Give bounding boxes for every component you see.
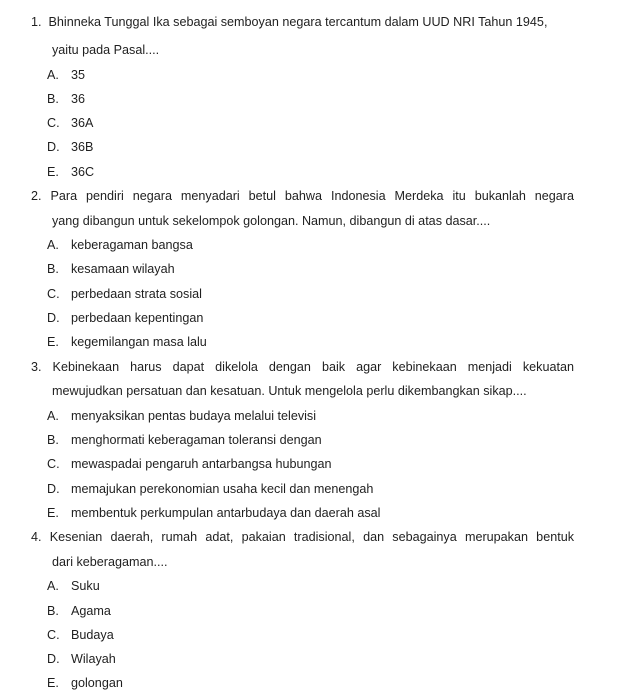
option-text: 36A — [71, 116, 94, 130]
option-text: golongan — [71, 676, 123, 690]
question-number: 3. — [31, 360, 42, 374]
option-letter: A. — [47, 409, 59, 423]
option-letter: D. — [47, 652, 60, 666]
option-text: Agama — [71, 604, 111, 618]
option-c[interactable] — [47, 627, 114, 643]
option-text: kegemilangan masa lalu — [71, 335, 207, 349]
option-a[interactable] — [47, 67, 85, 83]
question-text-continued: dari keberagaman.... — [52, 555, 168, 569]
question-text-continued: yang dibangun untuk sekelompok golongan. Namun, dibangun di atas dasar.... — [52, 214, 491, 228]
option-text: kesamaan wilayah — [71, 262, 175, 276]
option-text: memajukan perekonomian usaha kecil dan menengah — [71, 482, 374, 496]
option-d[interactable] — [47, 481, 373, 497]
option-letter: E. — [47, 506, 59, 520]
option-text: menyaksikan pentas budaya melalui televisi — [71, 409, 317, 423]
option-b[interactable] — [47, 432, 322, 448]
option-d[interactable] — [47, 139, 93, 155]
option-text: mewaspadai pengaruh antarbangsa hubungan — [71, 457, 332, 471]
option-text: Budaya — [71, 628, 114, 642]
option-text: 36 — [71, 92, 86, 106]
option-letter: C. — [47, 116, 60, 130]
option-b[interactable] — [47, 603, 111, 619]
question-1-stem — [31, 14, 574, 30]
option-letter: A. — [47, 68, 59, 82]
option-text: 35 — [71, 68, 86, 82]
option-letter: D. — [47, 311, 60, 325]
option-text: membentuk perkumpulan antarbudaya dan daerah asal — [71, 506, 381, 520]
option-e[interactable] — [47, 164, 94, 180]
option-d[interactable] — [47, 651, 116, 667]
option-letter: C. — [47, 287, 60, 301]
option-letter: B. — [47, 92, 59, 106]
option-a[interactable] — [47, 408, 316, 424]
option-text: 36C — [71, 165, 95, 179]
option-letter: B. — [47, 604, 59, 618]
option-c[interactable] — [47, 286, 202, 302]
option-text: perbedaan kepentingan — [71, 311, 204, 325]
option-a[interactable] — [47, 578, 100, 594]
question-number: 4. — [31, 530, 42, 544]
option-letter: D. — [47, 140, 60, 154]
question-number: 2. — [31, 189, 42, 203]
question-text-continued: yaitu pada Pasal.... — [52, 43, 160, 57]
option-text: Suku — [71, 579, 100, 593]
option-text: menghormati keberagaman toleransi dengan — [71, 433, 322, 447]
option-e[interactable] — [47, 334, 207, 350]
option-text: Wilayah — [71, 652, 116, 666]
question-text: Kesenian daerah, rumah adat, pakaian tradisional, dan sebagainya merupakan bentuk — [49, 530, 574, 544]
option-a[interactable] — [47, 237, 193, 253]
option-letter: E. — [47, 335, 59, 349]
question-text: Para pendiri negara menyadari betul bahwa Indonesia Merdeka itu bukanlah negara — [50, 189, 574, 203]
option-e[interactable] — [47, 675, 123, 691]
option-letter: E. — [47, 676, 59, 690]
question-4-stem — [31, 529, 574, 545]
option-text: keberagaman bangsa — [71, 238, 193, 252]
option-letter: B. — [47, 433, 59, 447]
option-b[interactable] — [47, 261, 175, 277]
option-text: 36B — [71, 140, 94, 154]
option-letter: A. — [47, 238, 59, 252]
option-b[interactable] — [47, 91, 85, 107]
option-text: perbedaan strata sosial — [71, 287, 202, 301]
option-letter: C. — [47, 628, 60, 642]
question-text: Kebinekaan harus dapat dikelola dengan baik agar kebinekaan menjadi kekuatan — [52, 360, 574, 374]
option-letter: D. — [47, 482, 60, 496]
question-2-stem — [31, 188, 574, 204]
option-c[interactable] — [47, 115, 93, 131]
option-e[interactable] — [47, 505, 380, 521]
option-c[interactable] — [47, 456, 331, 472]
question-3-stem — [31, 359, 574, 375]
option-letter: E. — [47, 165, 59, 179]
question-text-continued: mewujudkan persatuan dan kesatuan. Untuk mengelola perlu dikembangkan sikap.... — [52, 384, 527, 398]
question-text: Bhinneka Tunggal Ika sebagai semboyan negara tercantum dalam UUD NRI Tahun 1945, — [48, 15, 548, 29]
option-letter: A. — [47, 579, 59, 593]
option-d[interactable] — [47, 310, 203, 326]
question-number: 1. — [31, 15, 42, 29]
option-letter: B. — [47, 262, 59, 276]
option-letter: C. — [47, 457, 60, 471]
